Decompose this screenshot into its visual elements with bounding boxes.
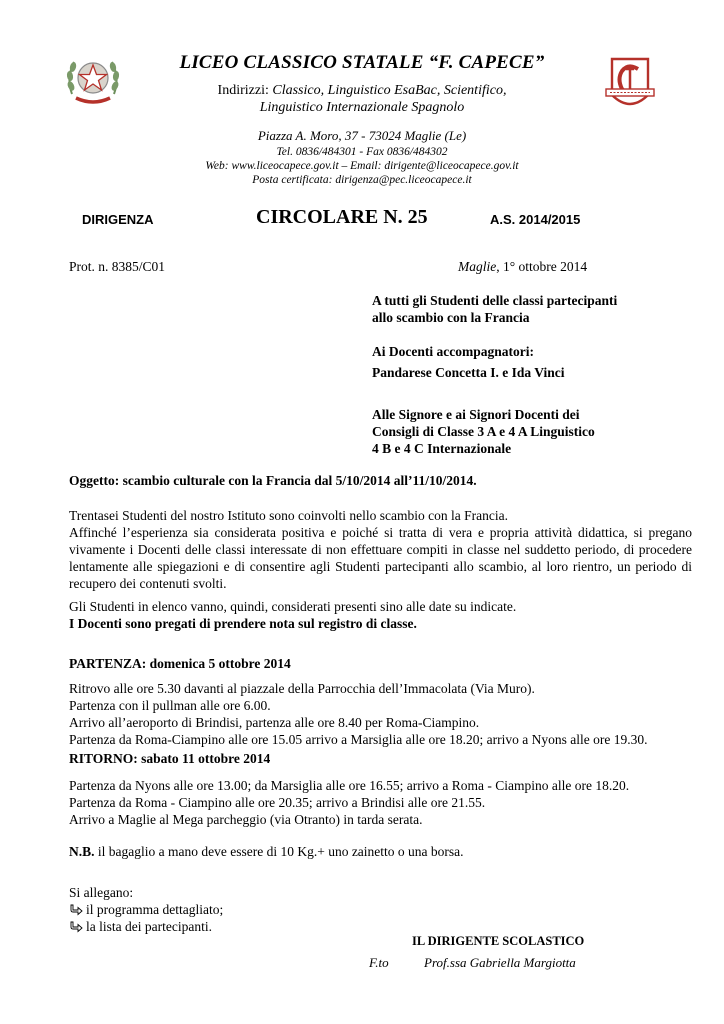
- indirizzi-value: Classico, Linguistico EsaBac, Scientifico,: [272, 83, 507, 98]
- recipient-line: allo scambio con la Francia: [372, 310, 530, 325]
- hollow-arrow-bullet-icon: [69, 904, 83, 916]
- attachments: [69, 884, 223, 935]
- indirizzi-label: Indirizzi:: [217, 83, 269, 98]
- school-year: A.S. 2014/2015: [490, 212, 581, 227]
- subject-line: Oggetto: scambio culturale con la Francia dal 5/10/2014 all’11/10/2014.: [69, 473, 477, 488]
- nb-text: il bagaglio a mano deve essere di 10 Kg.+ uno zainetto o una borsa.: [94, 844, 464, 859]
- recipient-students: [372, 292, 662, 326]
- body-paragraph: Affinché l’esperienza sia considerata positiva e poiché si tratta di vera e propria attività didattica, si pregano vivamente i Docenti delle classi interessate di non effettuare compiti in classe nel suddetto periodo, di procedere lentamente alle spiegazioni e di consentire agli Studenti partecipanti allo scambio, al loro rientro, un periodo di recupero dei contenuti svolti.: [69, 525, 692, 591]
- circolare-title: CIRCOLARE N. 25: [256, 206, 428, 228]
- signature-fto: F.to: [369, 955, 389, 970]
- schedule-line: Arrivo a Maglie al Mega parcheggio (via Otranto) in tarda serata.: [69, 812, 423, 827]
- recipient-line: 4 B e 4 C Internazionale: [372, 441, 512, 456]
- attachment-label: il programma dettagliato;: [86, 902, 224, 917]
- recipient-teachers-label: Ai Docenti accompagnatori:: [372, 344, 534, 359]
- protocol-number: Prot. n. 8385/C01: [69, 259, 166, 274]
- schedule-line: Partenza con il pullman alle ore 6.00.: [69, 698, 271, 713]
- return-schedule: [69, 777, 709, 828]
- dirigenza-label: DIRIGENZA: [82, 212, 154, 227]
- body-paragraph-bold: I Docenti sono pregati di prendere nota sul registro di classe.: [69, 616, 417, 631]
- date-place: Maglie: [458, 259, 497, 274]
- attachments-intro: Si allegano:: [69, 885, 134, 900]
- hollow-arrow-bullet-icon: [69, 921, 83, 933]
- document-date: [458, 259, 587, 275]
- body-paragraph: Gli Studenti in elenco vanno, quindi, considerati presenti sino alle date su indicate.: [69, 599, 517, 614]
- body-paragraph: Trentasei Studenti del nostro Istituto sono coinvolti nello scambio con la Francia.: [69, 508, 508, 523]
- attachment-item: [69, 918, 223, 935]
- departure-schedule: [69, 680, 709, 748]
- signer-title: IL DIRIGENTE SCOLASTICO: [412, 934, 585, 948]
- school-name: LICEO CLASSICO STATALE “F. CAPECE”: [179, 52, 545, 73]
- baggage-note: [69, 844, 464, 860]
- schedule-line: Partenza da Roma-Ciampino alle ore 15.05 arrivo a Marsiglia alle ore 18.20; arrivo a Nyons alle ore 19.30.: [69, 732, 648, 747]
- recipient-teachers-names: Pandarese Concetta I. e Ida Vinci: [372, 365, 565, 380]
- schedule-line: Partenza da Roma - Ciampino alle ore 20.35; arrivo a Brindisi alle ore 21.55.: [69, 795, 486, 810]
- web-email: Web: www.liceocapece.gov.it – Email: dirigente@liceocapece.gov.it: [205, 160, 519, 172]
- nb-label: N.B.: [69, 844, 95, 859]
- return-heading: RITORNO: sabato 11 ottobre 2014: [69, 751, 271, 766]
- phone-fax: Tel. 0836/484301 - Fax 0836/484302: [276, 146, 448, 158]
- pec-email: Posta certificata: dirigenza@pec.liceocapece.it: [252, 174, 472, 186]
- recipient-line: A tutti gli Studenti delle classi partecipanti: [372, 293, 618, 308]
- schedule-line: Ritrovo alle ore 5.30 davanti al piazzale della Parrocchia dell’Immacolata (Via Muro).: [69, 681, 535, 696]
- attachment-item: [69, 901, 223, 918]
- recipient-class-councils: [372, 406, 662, 457]
- indirizzi-line-1: [0, 82, 724, 100]
- signer-name: Prof.ssa Gabriella Margiotta: [424, 955, 576, 970]
- departure-heading: PARTENZA: domenica 5 ottobre 2014: [69, 656, 291, 671]
- indirizzi-line-2: Linguistico Internazionale Spagnolo: [259, 100, 465, 115]
- schedule-line: Arrivo all’aeroporto di Brindisi, partenza alle ore 8.40 per Roma-Ciampino.: [69, 715, 480, 730]
- attachment-label: la lista dei partecipanti.: [86, 919, 212, 934]
- recipient-line: Alle Signore e ai Signori Docenti dei: [372, 407, 580, 422]
- recipient-line: Consigli di Classe 3 A e 4 A Linguistico: [372, 424, 595, 439]
- schedule-line: Partenza da Nyons alle ore 13.00; da Marsiglia alle ore 16.55; arrivo a Roma - Ciampino alle ore 18.20.: [69, 778, 630, 793]
- school-address: Piazza A. Moro, 37 - 73024 Maglie (Le): [257, 128, 467, 143]
- date-value: , 1° ottobre 2014: [496, 259, 588, 274]
